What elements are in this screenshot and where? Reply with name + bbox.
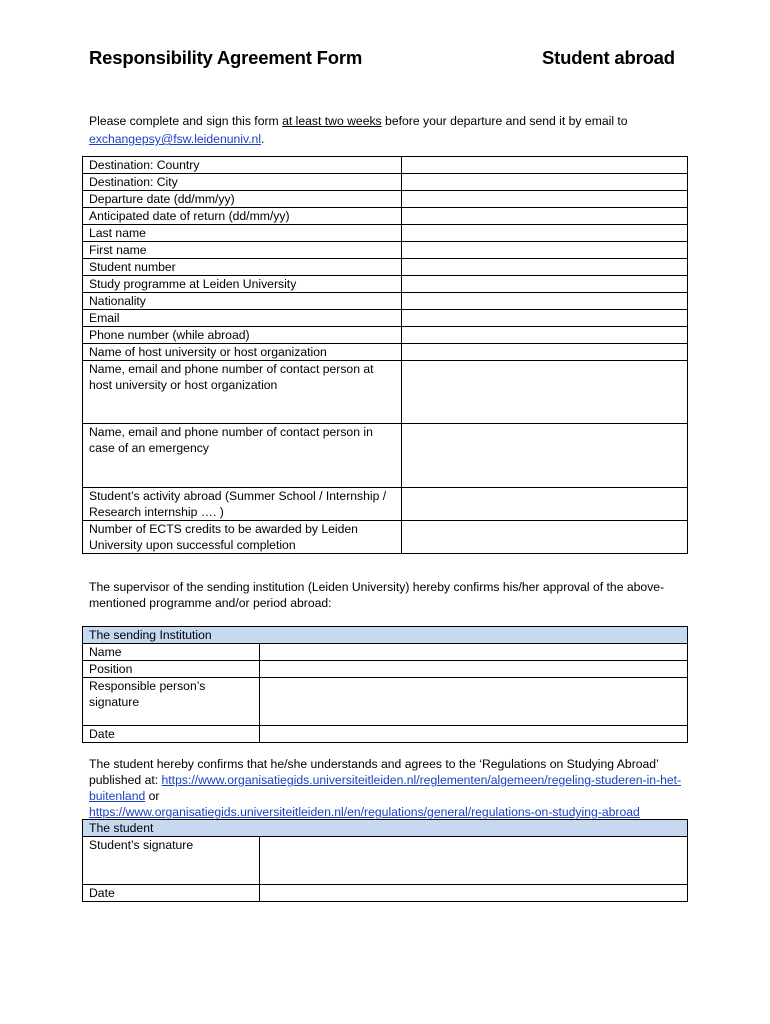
table-row [83,661,688,678]
table-row [83,885,688,902]
table-row [83,521,688,554]
intro-period: . [261,132,265,146]
signature-cell[interactable] [260,837,688,885]
student-details-table [82,156,688,554]
field-value-cell[interactable] [402,259,688,276]
field-value-cell[interactable] [402,225,688,242]
table-row [83,276,688,293]
table-row [83,424,688,488]
field-value-cell[interactable] [402,488,688,521]
field-value-cell[interactable] [402,310,688,327]
field-label: Date [83,726,260,743]
table-row [83,208,688,225]
field-value-cell[interactable] [402,208,688,225]
intro-text-before: Please complete and sign this form [89,114,283,128]
field-label: Last name [83,225,402,242]
form-subtitle: Student abroad [542,47,675,68]
field-value-cell[interactable] [402,191,688,208]
table-row [83,225,688,242]
table-header-row [83,627,688,644]
intro-text-after: before your departure and send it by email to [381,114,628,128]
table-row [83,361,688,424]
section-header: The sending Institution [83,627,688,644]
field-label: Destination: City [83,174,402,191]
field-label: Student’s signature [83,837,260,885]
regulations-link-nl[interactable]: https://www.organisatiegids.universiteitleiden.nl/reglementen/algemeen/regeling-studeren-in-het-buitenland [89,773,682,803]
intro-deadline: at least two weeks [282,114,382,128]
field-label: Nationality [83,293,402,310]
table-row [83,344,688,361]
table-row [83,293,688,310]
field-label: Name [83,644,260,661]
table-row [83,157,688,174]
field-label: Departure date (dd/mm/yy) [83,191,402,208]
table-row [83,191,688,208]
student-signature-table [82,819,688,902]
sending-institution-table [82,626,688,743]
field-label: Responsible person’s signature [83,678,260,726]
student-confirmation [89,756,699,820]
field-label: Student’s activity abroad (Summer School / Internship / Research internship …. ) [83,488,402,521]
intro-paragraph [89,112,689,148]
section-header: The student [83,820,688,837]
field-label: First name [83,242,402,259]
field-value-cell[interactable] [402,242,688,259]
table-row [83,837,688,885]
field-value-cell[interactable] [402,276,688,293]
field-label: Number of ECTS credits to be awarded by Leiden University upon successful completion [83,521,402,554]
field-label: Email [83,310,402,327]
table-row [83,310,688,327]
field-value-cell[interactable] [402,424,688,488]
link-separator: or [145,789,160,803]
field-label: Phone number (while abroad) [83,327,402,344]
field-value-cell[interactable] [402,344,688,361]
table-header-row [83,820,688,837]
field-label: Name, email and phone number of contact person at host university or host organization [83,361,402,424]
field-value-cell[interactable] [402,174,688,191]
field-value-cell[interactable] [402,293,688,310]
field-value-cell[interactable] [260,885,688,902]
table-row [83,678,688,726]
table-row [83,242,688,259]
confirmation-text: The student hereby confirms that he/she understands and agrees to the ‘Regulations on Studying Abroad’ published at: [89,757,659,787]
table-row [83,259,688,276]
regulations-link-en[interactable]: https://www.organisatiegids.universiteitleiden.nl/en/regulations/general/regulations-on-studying-abroad [89,805,640,819]
field-value-cell[interactable] [402,157,688,174]
table-row [83,726,688,743]
table-row [83,327,688,344]
field-label: Name of host university or host organization [83,344,402,361]
field-value-cell[interactable] [402,521,688,554]
field-value-cell[interactable] [402,361,688,424]
email-link[interactable]: exchangepsy@fsw.leidenuniv.nl [89,132,262,146]
supervisor-statement: The supervisor of the sending institution (Leiden University) hereby confirms his/her approval of the above-mentioned programme and/or period abroad: [89,580,665,610]
table-row [83,174,688,191]
form-title: Responsibility Agreement Form [89,47,363,68]
field-label: Position [83,661,260,678]
signature-cell[interactable] [260,678,688,726]
table-row [83,644,688,661]
field-label: Student number [83,259,402,276]
field-label: Anticipated date of return (dd/mm/yy) [83,208,402,225]
field-label: Date [83,885,260,902]
field-value-cell[interactable] [260,726,688,743]
field-value-cell[interactable] [402,327,688,344]
field-label: Study programme at Leiden University [83,276,402,293]
field-label: Name, email and phone number of contact person in case of an emergency [83,424,402,488]
field-value-cell[interactable] [260,644,688,661]
table-row [83,488,688,521]
field-value-cell[interactable] [260,661,688,678]
field-label: Destination: Country [83,157,402,174]
